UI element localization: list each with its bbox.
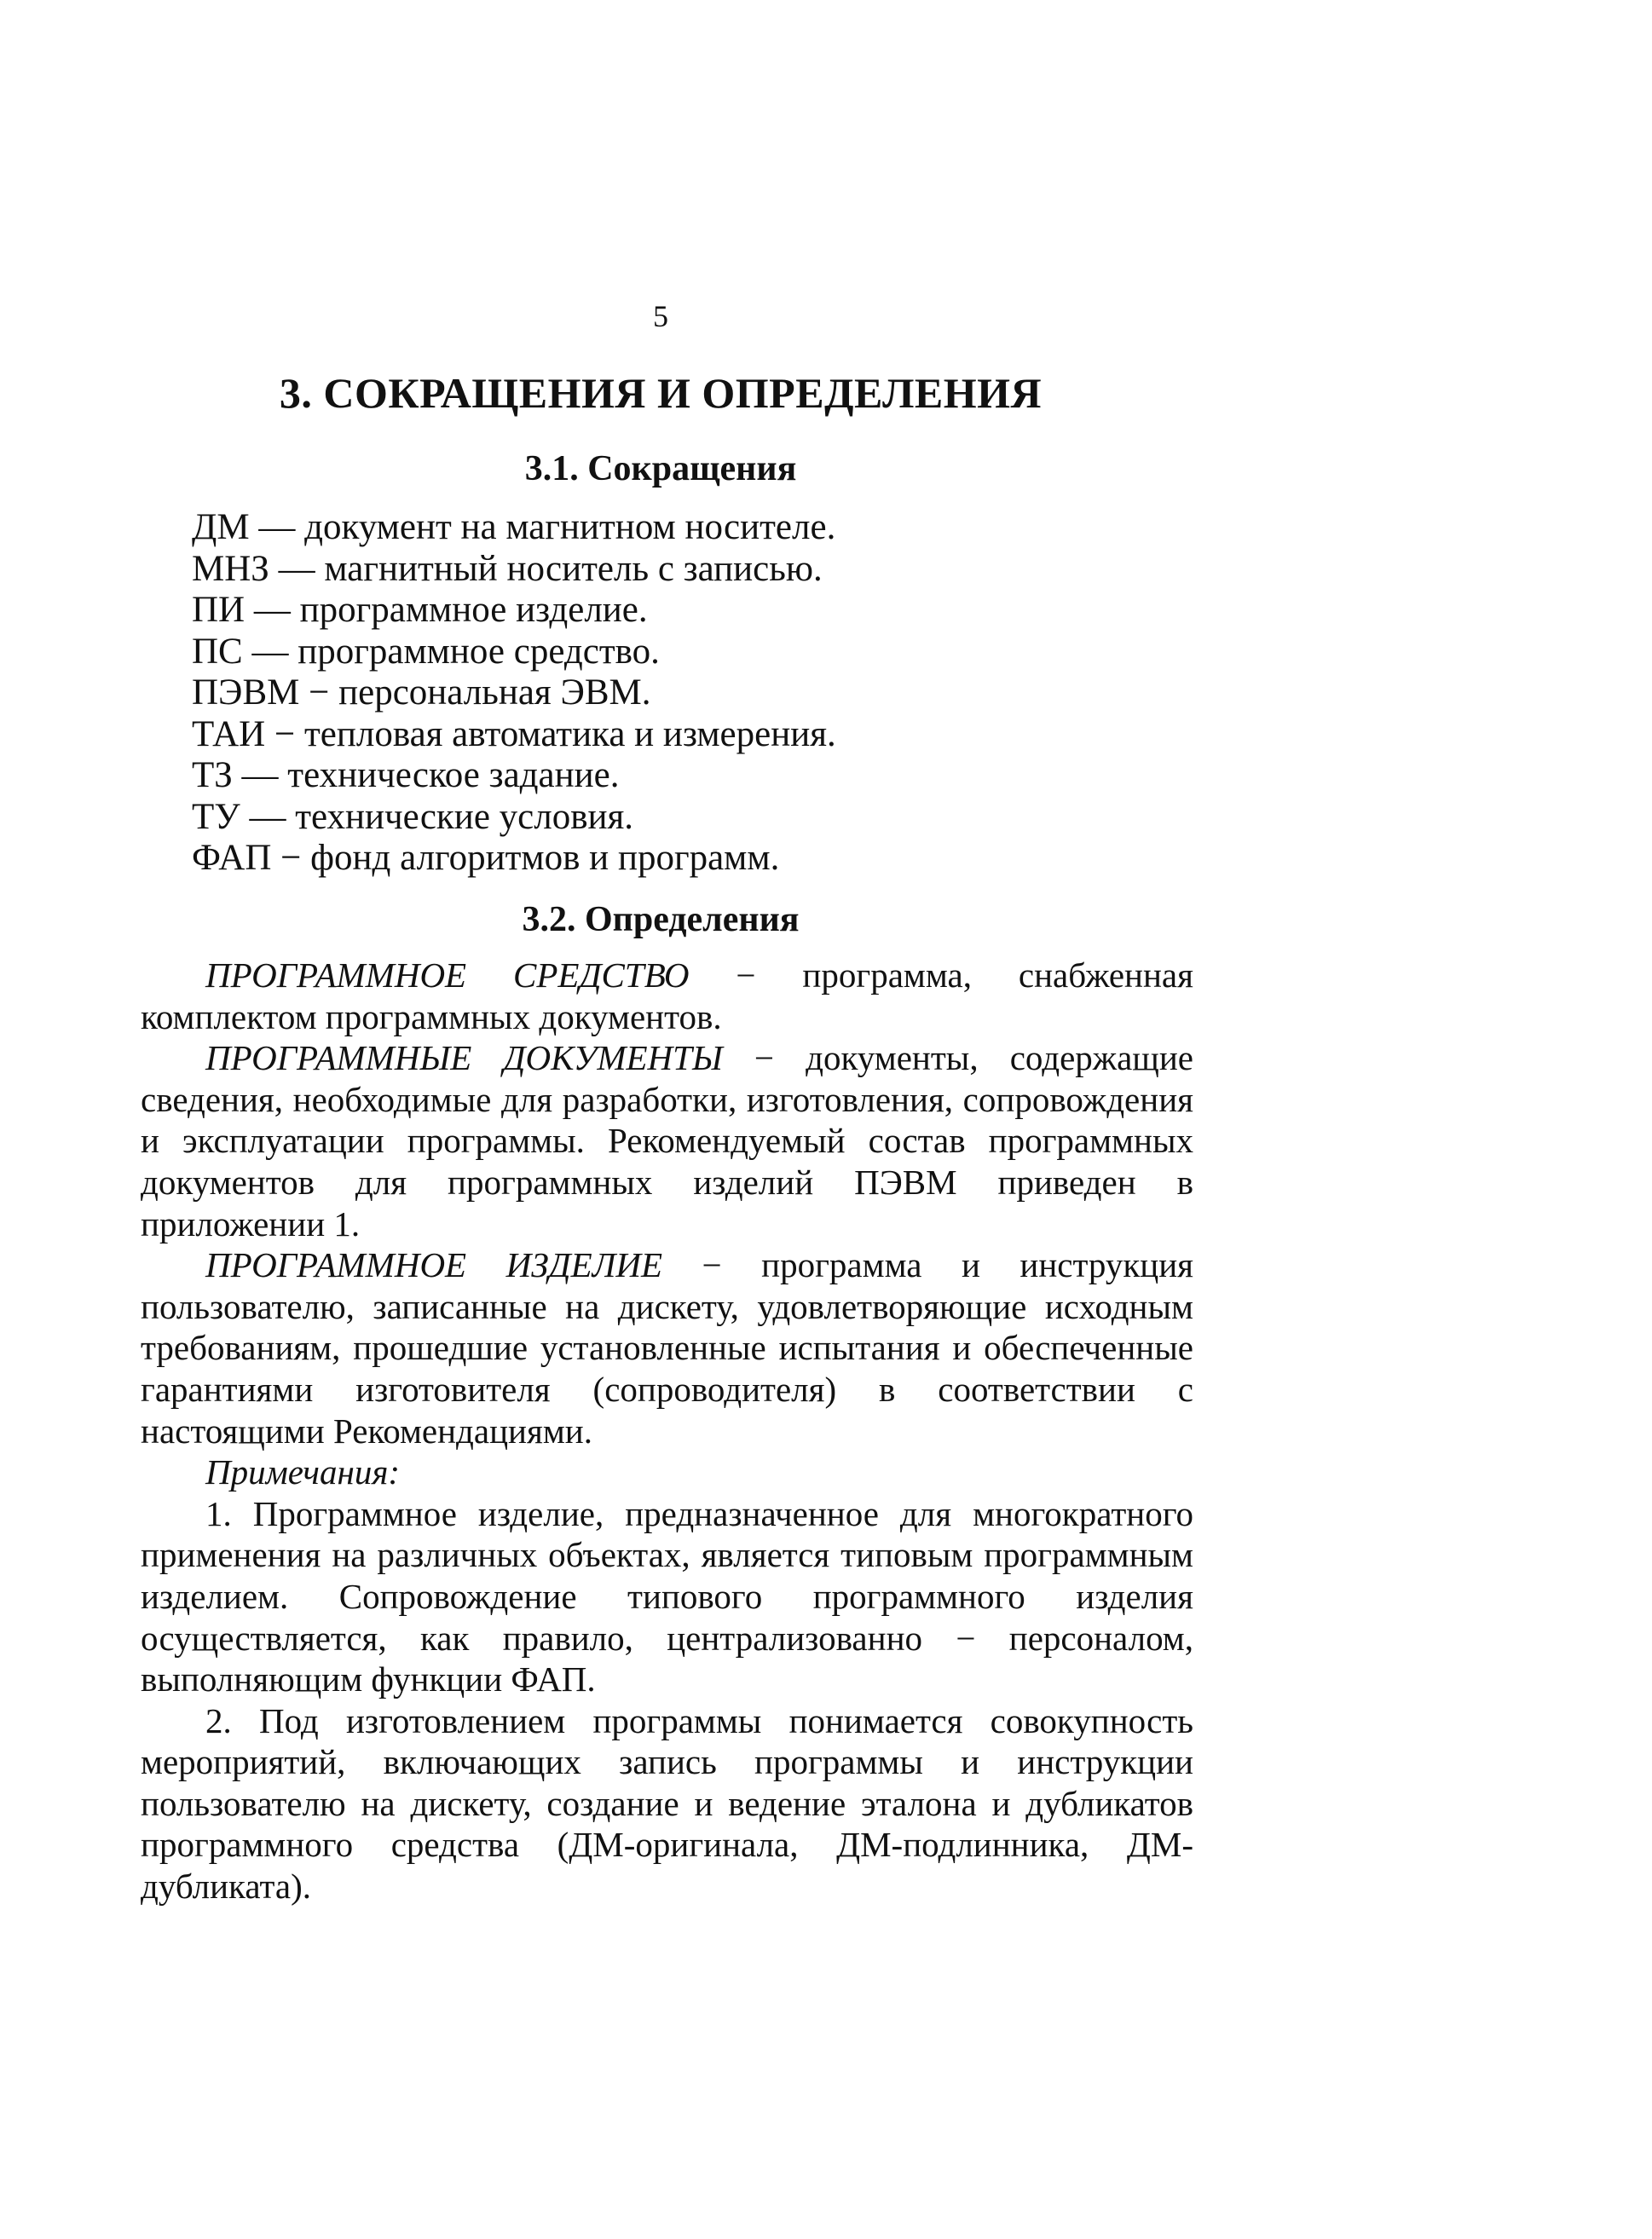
definition-entry (141, 1244, 1193, 1451)
abbreviation-item: ДМ — документ на магнитном носителе. (192, 507, 836, 547)
definition-entry (141, 1037, 1193, 1244)
abbreviation-item: ПС — программное средство. (192, 631, 660, 672)
definition-entry (141, 955, 1193, 1037)
notes-heading: Примечания: (205, 1452, 401, 1492)
abbreviation-item: МНЗ — магнитный носитель с записью. (192, 548, 823, 589)
abbreviations-title: 3.1. Сокращения (524, 449, 797, 488)
note-item: 1. Программное изделие, предназначенное для многократного применения на различных объектах, является типовым программным изделием. Сопровождение типового программного изделия осуществляется, как правило, централизованно − персоналом, выполняющим функции ФАП. (141, 1493, 1193, 1699)
definition-text: − программа, снабженная комплектом программных документов. (141, 955, 1193, 1036)
page-number: 5 (653, 299, 668, 333)
abbreviation-item: ФАП − фонд алгоритмов и программ. (192, 838, 780, 878)
definitions-title: 3.2. Определения (522, 900, 800, 939)
abbreviation-item: ТУ — технические условия. (192, 796, 634, 837)
abbreviation-item: ТАИ − тепловая автоматика и измерения. (192, 713, 836, 754)
abbreviation-item: ПЭВМ − персональная ЭВМ. (192, 672, 651, 713)
abbreviations-list (192, 507, 836, 880)
definition-text: − программа и инструкция пользователю, записанные на дискету, удовлетворяющие исходным требованиям, прошедшие установленные испытания и обеспеченные гарантиями изготовителя (сопроводителя) в соответствии с настоящими Рекомендациями. (141, 1245, 1193, 1451)
definitions-body (141, 955, 1193, 1907)
definition-term: ПРОГРАММНОЕ ИЗДЕЛИЕ (205, 1245, 663, 1285)
definition-term: ПРОГРАММНОЕ СРЕДСТВО (205, 955, 690, 995)
note-item: 2. Под изготовлением программы понимается совокупность мероприятий, включающих запись программы и инструкции пользователю на дискету, создание и ведение эталона и дубликатов программного средства (ДМ-оригинала, ДМ-подлинника, ДМ-дубликата). (141, 1700, 1193, 1907)
abbreviation-item: ПИ — программное изделие. (192, 590, 648, 630)
abbreviation-item: ТЗ — техническое задание. (192, 755, 620, 795)
definition-text: − документы, содержащие сведения, необходимые для разработки, изготовления, сопровождения и эксплуатации программы. Рекомендуемый состав программных документов для программных изделий ПЭВМ приведен в приложении 1. (141, 1038, 1194, 1244)
definition-term: ПРОГРАММНЫЕ ДОКУМЕНТЫ (205, 1038, 723, 1078)
section-title: 3. СОКРАЩЕНИЯ И ОПРЕДЕЛЕНИЯ (279, 369, 1043, 417)
